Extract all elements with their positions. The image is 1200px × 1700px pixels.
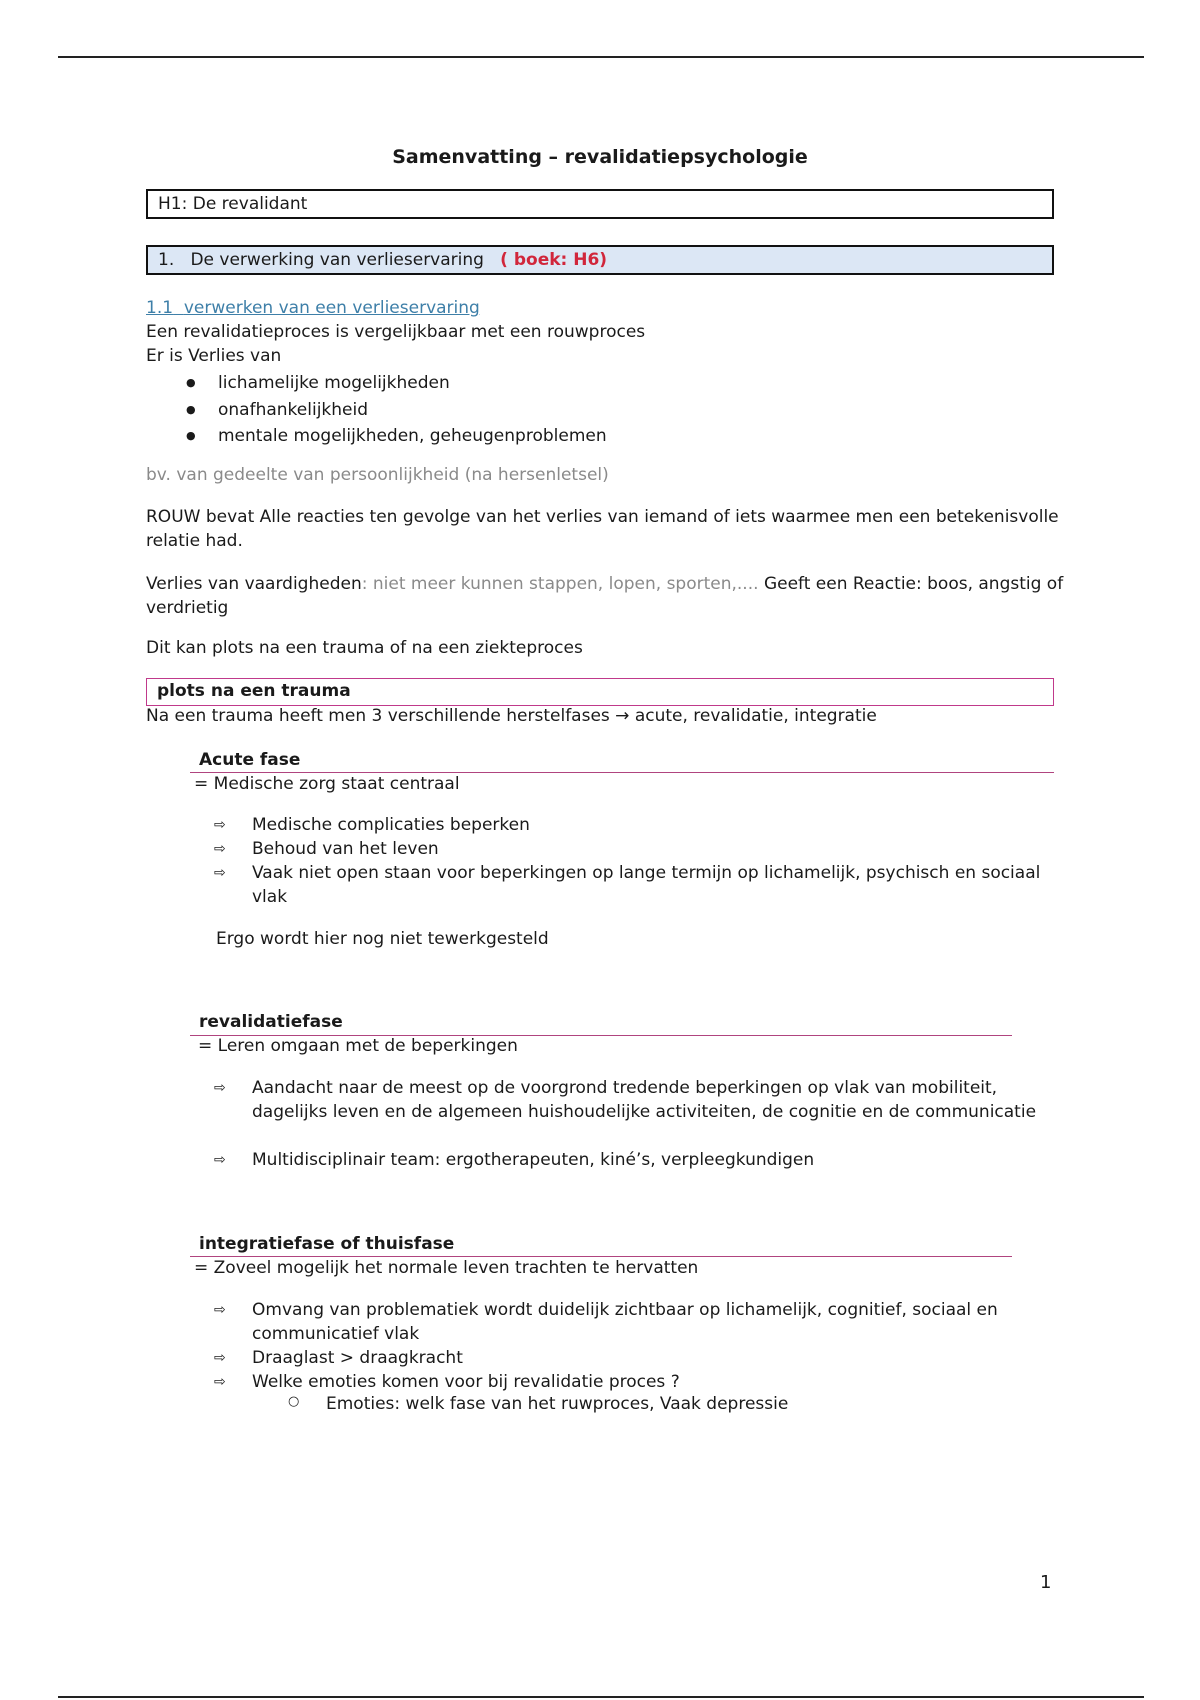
acute-heading: Acute fase bbox=[199, 750, 301, 770]
arrow-icon: ⇨ bbox=[214, 1350, 226, 1366]
acute-definition: = Medische zorg staat centraal bbox=[194, 774, 460, 794]
list-item-text: Draaglast > draagkracht bbox=[252, 1348, 463, 1368]
intro-line: Er is Verlies van bbox=[146, 346, 282, 366]
integratie-underline bbox=[190, 1256, 1012, 1257]
trauma-box-label: plots na een trauma bbox=[157, 681, 351, 701]
top-rule bbox=[58, 56, 1144, 58]
list-item-text: Behoud van het leven bbox=[252, 839, 439, 859]
page-number: 1 bbox=[1040, 1572, 1052, 1593]
list-item: ● lichamelijke mogelijkheden bbox=[178, 370, 607, 397]
section-number: 1. bbox=[158, 250, 175, 270]
list-item-text: Welke emoties komen voor bij revalidatie proces ? bbox=[252, 1372, 680, 1392]
acute-note: Ergo wordt hier nog niet tewerkgesteld bbox=[216, 929, 549, 949]
list-item bbox=[214, 1298, 1034, 1346]
sub-list-item-text: Emoties: welk fase van het ruwproces, Vaak depressie bbox=[326, 1394, 789, 1414]
plots-line: Dit kan plots na een trauma of na een ziekteproces bbox=[146, 638, 583, 658]
section-box bbox=[146, 245, 1054, 275]
list-item bbox=[214, 1370, 1034, 1394]
integratie-list bbox=[214, 1298, 1034, 1394]
skills-examples: : niet meer kunnen stappen, lopen, sporten,.... bbox=[361, 574, 764, 594]
integratie-definition: = Zoveel mogelijk het normale leven trachten te hervatten bbox=[194, 1258, 699, 1278]
acute-underline bbox=[190, 772, 1054, 773]
list-item bbox=[214, 813, 1054, 837]
arrow-icon: ⇨ bbox=[214, 1302, 226, 1318]
integratie-heading: integratiefase of thuisfase bbox=[199, 1234, 455, 1254]
list-item: ● mentale mogelijkheden, geheugenproblemen bbox=[178, 423, 607, 450]
list-item-text: Medische complicaties beperken bbox=[252, 815, 530, 835]
skills-reaction: Geeft een Reactie: boos, angstig of verdrietig bbox=[146, 574, 1064, 618]
arrow-icon: ⇨ bbox=[214, 1080, 226, 1096]
skills-lead: Verlies van vaardigheden bbox=[146, 574, 362, 594]
arrow-icon: ⇨ bbox=[214, 1374, 226, 1390]
trauma-line: Na een trauma heeft men 3 verschillende herstelfases → acute, revalidatie, integratie bbox=[146, 706, 877, 726]
list-item-text: Omvang van problematiek wordt duidelijk zichtbaar op lichamelijk, cognitief, sociaal en communicatief vlak bbox=[252, 1300, 998, 1344]
arrow-icon: ⇨ bbox=[214, 841, 226, 857]
list-item: ● onafhankelijkheid bbox=[178, 397, 607, 424]
loss-list bbox=[178, 370, 607, 450]
arrow-icon: ⇨ bbox=[214, 1152, 226, 1168]
rouw-paragraph: ROUW bevat Alle reacties ten gevolge van het verlies van iemand of iets waarmee men een betekenisvolle relatie had. bbox=[146, 507, 1059, 551]
revalidatie-heading: revalidatiefase bbox=[199, 1012, 343, 1032]
list-item bbox=[214, 1076, 1064, 1124]
page-title: Samenvatting – revalidatiepsychologie bbox=[392, 146, 808, 168]
revalidatie-definition: = Leren omgaan met de beperkingen bbox=[198, 1036, 518, 1056]
subsection-heading[interactable] bbox=[146, 298, 480, 318]
example-line: bv. van gedeelte van persoonlijkheid (na hersenletsel) bbox=[146, 465, 609, 485]
bottom-rule bbox=[58, 1696, 1144, 1698]
list-item-text: Multidisciplinair team: ergotherapeuten, kiné’s, verpleegkundigen bbox=[252, 1150, 815, 1170]
trauma-box bbox=[146, 678, 1054, 706]
subsection-number: 1.1 bbox=[146, 298, 174, 318]
subsection-label: verwerken van een verlieservaring bbox=[183, 298, 480, 318]
list-item-text: Vaak niet open staan voor beperkingen op lange termijn op lichamelijk, psychisch en sociaal vlak bbox=[252, 863, 1041, 907]
list-item bbox=[214, 837, 1054, 861]
book-reference: ( boek: H6) bbox=[500, 250, 608, 270]
chapter-box bbox=[146, 189, 1054, 219]
list-item bbox=[214, 1346, 1034, 1370]
arrow-icon: ⇨ bbox=[214, 817, 226, 833]
list-item bbox=[214, 861, 1054, 909]
acute-list bbox=[214, 813, 1054, 909]
intro-line: Een revalidatieproces is vergelijkbaar met een rouwproces bbox=[146, 322, 646, 342]
arrow-icon: ⇨ bbox=[214, 865, 226, 881]
chapter-label: H1: De revalidant bbox=[158, 194, 308, 214]
section-label: De verwerking van verlieservaring bbox=[190, 250, 484, 270]
list-item bbox=[214, 1148, 1064, 1172]
list-item-text: Aandacht naar de meest op de voorgrond tredende beperkingen op vlak van mobiliteit, dagelijks leven en de algemeen huishoudelijke activiteiten, de cognitie en de communicatie bbox=[252, 1078, 1037, 1122]
circle-bullet-icon: ○ bbox=[288, 1394, 300, 1409]
revalidatie-list bbox=[214, 1076, 1064, 1172]
skills-paragraph bbox=[146, 572, 1066, 620]
